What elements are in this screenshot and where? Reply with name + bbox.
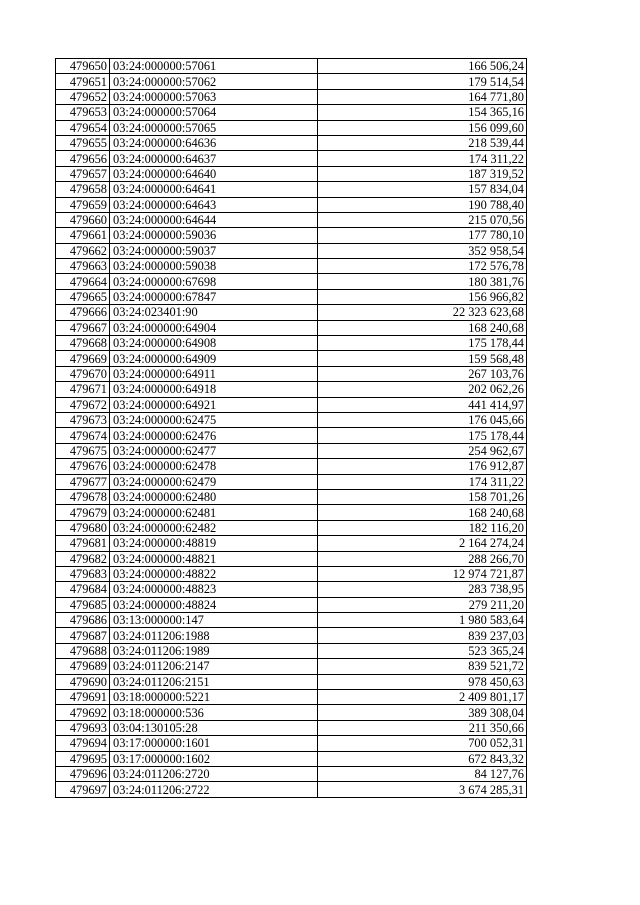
cadastral-value-cell: 158 701,26	[318, 489, 527, 504]
cadastral-value-cell: 2 164 274,24	[318, 536, 527, 551]
cadastral-value-cell: 166 506,24	[318, 59, 527, 74]
table-row	[56, 643, 527, 658]
cadastral-value-cell: 168 240,68	[318, 320, 527, 335]
row-id-cell: 479653	[56, 105, 110, 120]
row-id-cell: 479677	[56, 474, 110, 489]
table-row	[56, 228, 527, 243]
cadastral-number-cell: 03:24:000000:62478	[110, 459, 318, 474]
row-id-cell: 479668	[56, 336, 110, 351]
table-body	[56, 59, 527, 798]
cadastral-number-cell: 03:18:000000:5221	[110, 690, 318, 705]
row-id-cell: 479654	[56, 120, 110, 135]
cadastral-number-cell: 03:24:000000:62480	[110, 489, 318, 504]
table-row	[56, 582, 527, 597]
row-id-cell: 479683	[56, 566, 110, 581]
table-row	[56, 720, 527, 735]
row-id-cell: 479687	[56, 628, 110, 643]
cadastral-value-cell: 172 576,78	[318, 259, 527, 274]
cadastral-value-cell: 187 319,52	[318, 166, 527, 181]
table-row	[56, 443, 527, 458]
cadastral-value-cell: 441 414,97	[318, 397, 527, 412]
table-row	[56, 505, 527, 520]
row-id-cell: 479686	[56, 613, 110, 628]
cadastral-value-cell: 168 240,68	[318, 505, 527, 520]
cadastral-number-cell: 03:24:000000:67698	[110, 274, 318, 289]
table-row	[56, 120, 527, 135]
cadastral-value-cell: 839 237,03	[318, 628, 527, 643]
row-id-cell: 479675	[56, 443, 110, 458]
table-row	[56, 243, 527, 258]
cadastral-number-cell: 03:24:000000:64637	[110, 151, 318, 166]
row-id-cell: 479656	[56, 151, 110, 166]
cadastral-number-cell: 03:24:000000:48821	[110, 551, 318, 566]
row-id-cell: 479667	[56, 320, 110, 335]
cadastral-number-cell: 03:24:000000:48822	[110, 566, 318, 581]
cadastral-number-cell: 03:24:000000:64904	[110, 320, 318, 335]
cadastral-number-cell: 03:24:000000:59037	[110, 243, 318, 258]
table-row	[56, 520, 527, 535]
cadastral-value-cell: 254 962,67	[318, 443, 527, 458]
table-row	[56, 459, 527, 474]
row-id-cell: 479662	[56, 243, 110, 258]
cadastral-value-cell: 978 450,63	[318, 674, 527, 689]
row-id-cell: 479663	[56, 259, 110, 274]
row-id-cell: 479665	[56, 289, 110, 304]
row-id-cell: 479672	[56, 397, 110, 412]
row-id-cell: 479678	[56, 489, 110, 504]
table-row	[56, 551, 527, 566]
table-row	[56, 597, 527, 612]
row-id-cell: 479674	[56, 428, 110, 443]
cadastral-value-cell: 672 843,32	[318, 751, 527, 766]
cadastral-value-cell: 84 127,76	[318, 766, 527, 781]
cadastral-number-cell: 03:24:000000:67847	[110, 289, 318, 304]
cadastral-number-cell: 03:04:130105:28	[110, 720, 318, 735]
table-row	[56, 412, 527, 427]
row-id-cell: 479691	[56, 690, 110, 705]
row-id-cell: 479657	[56, 166, 110, 181]
row-id-cell: 479673	[56, 412, 110, 427]
cadastral-value-cell: 156 966,82	[318, 289, 527, 304]
table-row	[56, 659, 527, 674]
row-id-cell: 479697	[56, 782, 110, 797]
table-row	[56, 566, 527, 581]
cadastral-number-cell: 03:24:000000:62479	[110, 474, 318, 489]
cadastral-value-cell: 218 539,44	[318, 135, 527, 150]
row-id-cell: 479669	[56, 351, 110, 366]
row-id-cell: 479676	[56, 459, 110, 474]
cadastral-number-cell: 03:24:000000:62475	[110, 412, 318, 427]
cadastral-value-cell: 176 912,87	[318, 459, 527, 474]
cadastral-value-cell: 164 771,80	[318, 89, 527, 104]
row-id-cell: 479695	[56, 751, 110, 766]
table-row	[56, 489, 527, 504]
row-id-cell: 479666	[56, 305, 110, 320]
cadastral-number-cell: 03:18:000000:536	[110, 705, 318, 720]
cadastral-value-cell: 288 266,70	[318, 551, 527, 566]
row-id-cell: 479651	[56, 74, 110, 89]
cadastral-number-cell: 03:17:000000:1601	[110, 736, 318, 751]
row-id-cell: 479692	[56, 705, 110, 720]
table-row	[56, 705, 527, 720]
row-id-cell: 479681	[56, 536, 110, 551]
table-row	[56, 766, 527, 781]
cadastral-value-cell: 839 521,72	[318, 659, 527, 674]
cadastral-value-cell: 154 365,16	[318, 105, 527, 120]
cadastral-value-cell: 279 211,20	[318, 597, 527, 612]
cadastral-value-cell: 267 103,76	[318, 366, 527, 381]
table-row	[56, 674, 527, 689]
table-row	[56, 89, 527, 104]
table-row	[56, 536, 527, 551]
cadastral-number-cell: 03:24:000000:57064	[110, 105, 318, 120]
cadastral-number-cell: 03:24:011206:2147	[110, 659, 318, 674]
table-row	[56, 320, 527, 335]
row-id-cell: 479671	[56, 382, 110, 397]
row-id-cell: 479690	[56, 674, 110, 689]
cadastral-number-cell: 03:24:011206:2151	[110, 674, 318, 689]
cadastral-number-cell: 03:24:000000:64636	[110, 135, 318, 150]
cadastral-number-cell: 03:24:011206:1988	[110, 628, 318, 643]
cadastral-value-cell: 1 980 583,64	[318, 613, 527, 628]
table-row	[56, 628, 527, 643]
cadastral-value-cell: 174 311,22	[318, 151, 527, 166]
row-id-cell: 479689	[56, 659, 110, 674]
cadastral-number-cell: 03:24:000000:59038	[110, 259, 318, 274]
row-id-cell: 479693	[56, 720, 110, 735]
table-row	[56, 690, 527, 705]
cadastral-number-cell: 03:24:000000:64918	[110, 382, 318, 397]
table-row	[56, 736, 527, 751]
cadastral-value-cell: 179 514,54	[318, 74, 527, 89]
cadastral-number-cell: 03:24:000000:62476	[110, 428, 318, 443]
cadastral-number-cell: 03:13:000000:147	[110, 613, 318, 628]
cadastral-number-cell: 03:24:023401:90	[110, 305, 318, 320]
cadastral-number-cell: 03:24:000000:57063	[110, 89, 318, 104]
row-id-cell: 479658	[56, 182, 110, 197]
row-id-cell: 479694	[56, 736, 110, 751]
table-row	[56, 197, 527, 212]
row-id-cell: 479670	[56, 366, 110, 381]
cadastral-value-cell: 352 958,54	[318, 243, 527, 258]
cadastral-value-cell: 174 311,22	[318, 474, 527, 489]
cadastral-value-cell: 175 178,44	[318, 336, 527, 351]
row-id-cell: 479655	[56, 135, 110, 150]
cadastral-value-cell: 215 070,56	[318, 212, 527, 227]
table-row	[56, 259, 527, 274]
table-row	[56, 366, 527, 381]
cadastral-value-cell: 3 674 285,31	[318, 782, 527, 797]
cadastral-number-cell: 03:24:000000:64644	[110, 212, 318, 227]
cadastral-number-cell: 03:24:011206:1989	[110, 643, 318, 658]
cadastral-value-cell: 211 350,66	[318, 720, 527, 735]
cadastral-value-cell: 2 409 801,17	[318, 690, 527, 705]
table-row	[56, 474, 527, 489]
cadastral-value-cell: 159 568,48	[318, 351, 527, 366]
cadastral-number-cell: 03:24:000000:62482	[110, 520, 318, 535]
cadastral-value-cell: 12 974 721,87	[318, 566, 527, 581]
row-id-cell: 479682	[56, 551, 110, 566]
table-row	[56, 166, 527, 181]
row-id-cell: 479688	[56, 643, 110, 658]
row-id-cell: 479660	[56, 212, 110, 227]
cadastral-number-cell: 03:24:000000:64643	[110, 197, 318, 212]
cadastral-value-cell: 175 178,44	[318, 428, 527, 443]
cadastral-value-cell: 177 780,10	[318, 228, 527, 243]
table-row	[56, 74, 527, 89]
table-row	[56, 782, 527, 797]
cadastral-value-cell: 202 062,26	[318, 382, 527, 397]
cadastral-value-cell: 22 323 623,68	[318, 305, 527, 320]
row-id-cell: 479661	[56, 228, 110, 243]
cadastral-value-cell: 190 788,40	[318, 197, 527, 212]
row-id-cell: 479664	[56, 274, 110, 289]
cadastral-value-table	[55, 58, 527, 798]
table-row	[56, 212, 527, 227]
row-id-cell: 479679	[56, 505, 110, 520]
cadastral-value-cell: 157 834,04	[318, 182, 527, 197]
table-row	[56, 182, 527, 197]
row-id-cell: 479650	[56, 59, 110, 74]
cadastral-number-cell: 03:24:000000:48823	[110, 582, 318, 597]
cadastral-number-cell: 03:24:000000:62481	[110, 505, 318, 520]
table-row	[56, 613, 527, 628]
row-id-cell: 479684	[56, 582, 110, 597]
row-id-cell: 479685	[56, 597, 110, 612]
row-id-cell: 479652	[56, 89, 110, 104]
cadastral-value-cell: 182 116,20	[318, 520, 527, 535]
cadastral-value-cell: 283 738,95	[318, 582, 527, 597]
cadastral-number-cell: 03:24:011206:2722	[110, 782, 318, 797]
cadastral-number-cell: 03:24:000000:62477	[110, 443, 318, 458]
table-row	[56, 105, 527, 120]
cadastral-number-cell: 03:24:000000:48824	[110, 597, 318, 612]
cadastral-number-cell: 03:24:011206:2720	[110, 766, 318, 781]
table-row	[56, 151, 527, 166]
cadastral-number-cell: 03:24:000000:64909	[110, 351, 318, 366]
table-row	[56, 274, 527, 289]
cadastral-number-cell: 03:24:000000:57065	[110, 120, 318, 135]
cadastral-value-cell: 156 099,60	[318, 120, 527, 135]
cadastral-number-cell: 03:24:000000:57062	[110, 74, 318, 89]
cadastral-value-cell: 700 052,31	[318, 736, 527, 751]
cadastral-number-cell: 03:24:000000:64911	[110, 366, 318, 381]
table-row	[56, 135, 527, 150]
cadastral-value-cell: 389 308,04	[318, 705, 527, 720]
table-row	[56, 336, 527, 351]
table-row	[56, 59, 527, 74]
row-id-cell: 479680	[56, 520, 110, 535]
table-row	[56, 351, 527, 366]
table-row	[56, 305, 527, 320]
cadastral-number-cell: 03:17:000000:1602	[110, 751, 318, 766]
cadastral-number-cell: 03:24:000000:64921	[110, 397, 318, 412]
row-id-cell: 479659	[56, 197, 110, 212]
cadastral-number-cell: 03:24:000000:59036	[110, 228, 318, 243]
table-row	[56, 382, 527, 397]
table-row	[56, 289, 527, 304]
cadastral-number-cell: 03:24:000000:48819	[110, 536, 318, 551]
cadastral-number-cell: 03:24:000000:64641	[110, 182, 318, 197]
cadastral-value-cell: 176 045,66	[318, 412, 527, 427]
cadastral-value-cell: 180 381,76	[318, 274, 527, 289]
cadastral-number-cell: 03:24:000000:64640	[110, 166, 318, 181]
table-row	[56, 397, 527, 412]
cadastral-value-cell: 523 365,24	[318, 643, 527, 658]
cadastral-number-cell: 03:24:000000:57061	[110, 59, 318, 74]
row-id-cell: 479696	[56, 766, 110, 781]
table-row	[56, 428, 527, 443]
cadastral-number-cell: 03:24:000000:64908	[110, 336, 318, 351]
table-row	[56, 751, 527, 766]
